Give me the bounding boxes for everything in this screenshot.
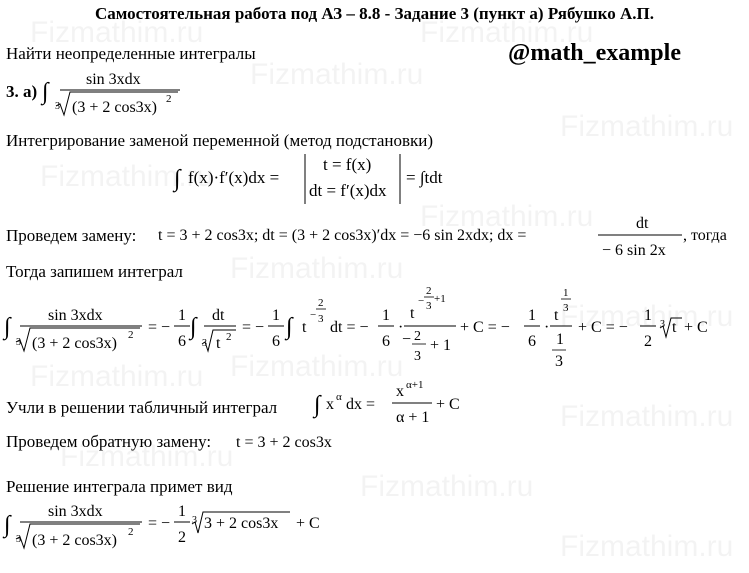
dt-eq: dt = f′(x)dx — [309, 181, 387, 200]
svg-text:x: x — [396, 383, 404, 400]
svg-text:α + 1: α + 1 — [396, 409, 430, 426]
svg-text:2: 2 — [414, 329, 421, 344]
svg-text:dx =: dx = — [346, 396, 376, 413]
svg-text:3: 3 — [318, 313, 324, 325]
svg-text:+ C: + C — [436, 396, 460, 413]
task-text: Найти неопределенные интегралы — [6, 44, 256, 63]
svg-text:t: t — [672, 319, 677, 336]
integrand-numerator: sin 3xdx — [48, 307, 103, 324]
svg-text:+ C: + C — [296, 515, 320, 532]
brand-label: @math_example — [508, 40, 681, 66]
formula-method — [160, 148, 480, 208]
svg-text:3: 3 — [414, 349, 421, 364]
svg-text:1: 1 — [528, 307, 536, 324]
formula-problem — [0, 66, 200, 122]
svg-text:+ C = −: + C = − — [578, 319, 628, 336]
svg-text:α+1: α+1 — [406, 379, 424, 391]
svg-text:+ 1: + 1 — [430, 337, 452, 354]
watermark — [250, 58, 423, 92]
integral-sign: ∫ — [286, 314, 293, 340]
svg-text:1: 1 — [644, 307, 652, 324]
root-index: 3 — [55, 101, 60, 112]
svg-text:∫: ∫ — [4, 512, 11, 538]
svg-text:x: x — [326, 396, 334, 413]
formula-reverse — [234, 430, 384, 454]
table-integral-text: Учли в решении табличный интеграл — [6, 398, 278, 417]
svg-text:1: 1 — [382, 307, 390, 324]
svg-text:+ C: + C — [684, 319, 708, 336]
svg-text:2: 2 — [226, 331, 232, 343]
svg-text:2: 2 — [128, 526, 134, 538]
coef-den: 6 — [178, 333, 186, 350]
integrand-numerator: sin 3xdx — [86, 71, 141, 88]
integral-sign: ∫ — [4, 314, 11, 340]
svg-text:3: 3 — [563, 302, 569, 314]
watermark — [560, 400, 733, 434]
page-title: Самостоятельная работа под АЗ – 8.8 - Задание 3 (пункт а) Рябушко А.П. — [95, 4, 654, 23]
integral-sign: ∫ — [190, 314, 197, 340]
result-intro-text: Решение интеграла примет вид — [6, 477, 233, 496]
integral-sign: ∫ — [174, 166, 181, 192]
then-word: , тогда — [683, 227, 727, 244]
svg-text:6: 6 — [528, 333, 536, 350]
formula-computation — [0, 282, 749, 372]
svg-text:t = 3 + 2 cos3x: t = 3 + 2 cos3x — [236, 434, 332, 451]
equals-minus: = − — [148, 319, 171, 336]
svg-text:= −: = − — [242, 319, 265, 336]
svg-text:2: 2 — [426, 285, 432, 297]
svg-text:sin 3xdx: sin 3xdx — [48, 503, 103, 520]
radicand-exponent: 2 — [128, 329, 134, 341]
svg-text:2: 2 — [178, 529, 186, 546]
substitution-expr: t = 3 + 2 cos3x; dt = (3 + 2 cos3x)′dx = −6 sin 2xdx; dx = — [158, 227, 527, 244]
watermark — [560, 110, 733, 144]
method-rhs: = ∫tdt — [406, 168, 443, 187]
watermark — [360, 470, 533, 504]
svg-text:3: 3 — [660, 319, 665, 330]
svg-text:2: 2 — [644, 333, 652, 350]
item-label: 3. а) — [6, 82, 38, 101]
watermark — [560, 530, 733, 564]
radicand-exponent: 2 — [166, 93, 172, 105]
root-index: 3 — [16, 337, 21, 348]
svg-text:dt = −: dt = − — [330, 319, 369, 336]
svg-text:1: 1 — [178, 503, 186, 520]
method-lhs: f(x)·f′(x)dx = — [188, 168, 280, 187]
t-eq: t = f(x) — [323, 155, 372, 174]
svg-text:−: − — [402, 331, 412, 348]
dx-denominator: − 6 sin 2x — [602, 242, 666, 259]
svg-text:1: 1 — [563, 287, 569, 299]
svg-text:α: α — [336, 391, 342, 403]
integral-sign: ∫ — [42, 79, 49, 105]
svg-text:2: 2 — [318, 297, 324, 309]
reverse-sub-text: Проведем обратную замену: — [6, 432, 212, 451]
svg-text:= −: = − — [148, 515, 171, 532]
svg-text:+1: +1 — [434, 293, 446, 305]
svg-text:t: t — [410, 305, 415, 322]
radicand: (3 + 2 cos3x) — [72, 99, 158, 116]
svg-text:·: · — [398, 319, 404, 336]
method-text: Интегрирование заменой переменной (метод подстановки) — [6, 131, 434, 150]
formula-table-integral — [312, 378, 472, 430]
write-integral-text: Тогда запишем интеграл — [6, 262, 183, 281]
formula-substitution — [156, 210, 749, 262]
svg-text:t: t — [302, 319, 307, 336]
substitution-intro: Проведем замену: — [6, 226, 137, 245]
svg-text:6: 6 — [382, 333, 390, 350]
svg-text:t: t — [554, 307, 559, 324]
svg-text:(3 + 2 cos3x): (3 + 2 cos3x) — [32, 532, 118, 549]
svg-text:3 + 2 cos3x: 3 + 2 cos3x — [204, 515, 279, 532]
dx-numerator: dt — [636, 215, 649, 232]
svg-text:1: 1 — [272, 307, 280, 324]
coef-num: 1 — [178, 307, 186, 324]
svg-text:3: 3 — [16, 534, 21, 545]
radicand: (3 + 2 cos3x) — [32, 335, 118, 352]
svg-text:−: − — [418, 295, 425, 307]
svg-text:−: − — [310, 309, 317, 321]
svg-text:3: 3 — [426, 300, 432, 312]
svg-text:∫: ∫ — [314, 392, 321, 418]
svg-text:6: 6 — [272, 333, 280, 350]
svg-text:3: 3 — [555, 353, 563, 370]
svg-text:1: 1 — [556, 331, 564, 348]
svg-text:3: 3 — [192, 515, 197, 526]
dt-num: dt — [212, 307, 225, 324]
svg-text:·: · — [544, 319, 550, 336]
svg-text:t: t — [216, 335, 221, 352]
svg-text:+ C = −: + C = − — [460, 319, 510, 336]
svg-text:3: 3 — [202, 338, 207, 349]
formula-result — [0, 496, 360, 556]
